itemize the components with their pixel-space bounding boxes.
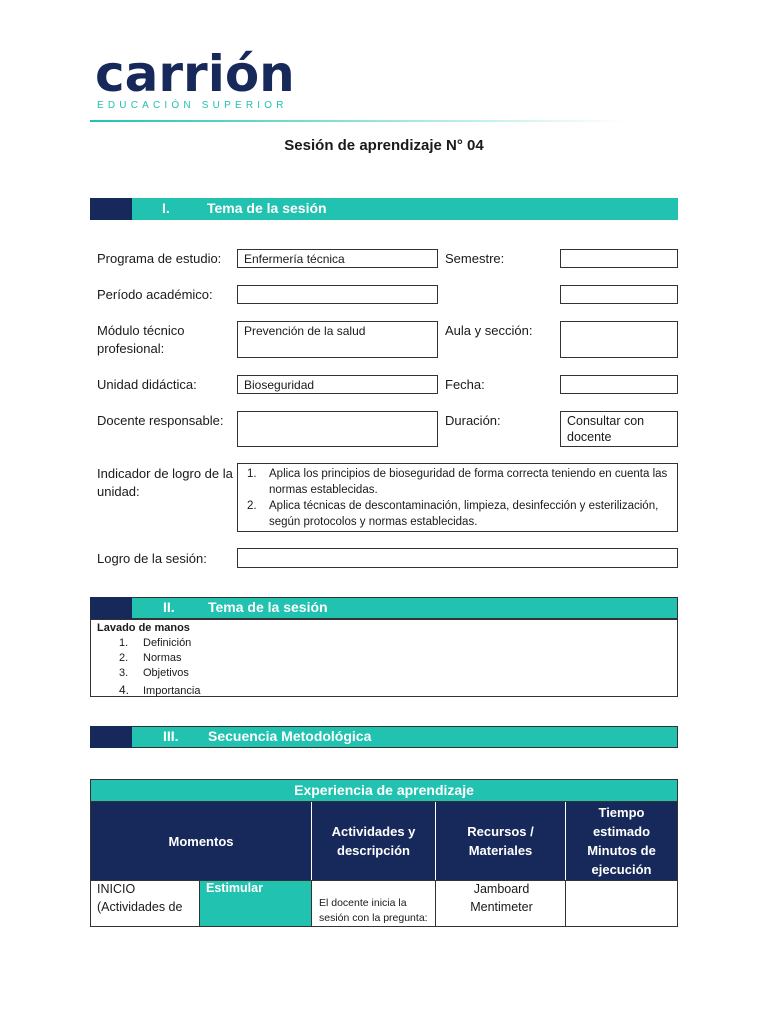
section-3-title: Secuencia Metodológica xyxy=(208,728,372,744)
duracion-value-line-1: Consultar con xyxy=(567,414,645,428)
header-divider xyxy=(90,120,626,122)
duracion-value xyxy=(567,413,644,445)
table-caption xyxy=(90,779,678,802)
periodo-field[interactable] xyxy=(237,285,438,304)
col-header-recursos xyxy=(436,802,566,880)
docente-label: Docente responsable: xyxy=(97,413,224,428)
table-header-row xyxy=(90,802,678,880)
document-title: Sesión de aprendizaje N° 04 xyxy=(284,137,484,154)
section-2-bar xyxy=(90,597,678,619)
col-header-recursos-line-1: Recursos / xyxy=(467,824,534,839)
row-momento-line-1: INICIO xyxy=(97,882,136,896)
row-actividad-line-2: sesión con la pregunta: xyxy=(319,912,428,924)
indicador-list xyxy=(247,466,672,530)
topic-list xyxy=(119,636,200,699)
topic-item-number: 4. xyxy=(119,683,130,697)
row-actividad-cell xyxy=(311,880,436,927)
row-actividad-text xyxy=(319,896,428,926)
indicador-label-line-1: Indicador de logro de la xyxy=(97,466,233,481)
logro-label: Logro de la sesión: xyxy=(97,551,207,566)
section-3-bar xyxy=(90,726,678,748)
unidad-label: Unidad didáctica: xyxy=(97,377,197,392)
col-header-momentos: Momentos xyxy=(91,802,312,880)
row-actividad-line-1: El docente inicia la xyxy=(319,897,407,909)
topic-item-number: 3. xyxy=(119,667,129,679)
row-momento-text xyxy=(97,880,182,916)
extra-field[interactable] xyxy=(560,285,678,304)
table-caption-text: Experiencia de aprendizaje xyxy=(294,782,474,798)
row-tiempo-cell[interactable] xyxy=(565,880,678,927)
modulo-field[interactable] xyxy=(237,321,438,358)
indicador-item-line-2: según protocolos y normas establecidas. xyxy=(269,516,478,528)
unidad-field[interactable] xyxy=(237,375,438,394)
indicador-item-text xyxy=(269,466,672,498)
programa-label: Programa de estudio: xyxy=(97,251,222,266)
topic-item-text: Normas xyxy=(143,652,182,664)
row-recursos-line-2: Mentimeter xyxy=(470,900,533,914)
topic-item xyxy=(119,683,200,699)
col-header-tiempo xyxy=(566,802,677,880)
row-momento-line-2: (Actividades de xyxy=(97,900,183,914)
col-header-tiempo-line-1: Tiempo xyxy=(598,805,645,820)
duracion-field[interactable] xyxy=(560,411,678,447)
col-header-tiempo-line-3: Minutos de xyxy=(587,843,656,858)
table-row xyxy=(90,880,678,927)
indicador-item-line-2: normas establecidas. xyxy=(269,484,378,496)
indicador-item-number: 2. xyxy=(247,500,257,512)
topic-item xyxy=(119,651,200,666)
programa-value: Enfermería técnica xyxy=(244,252,345,266)
indicador-field[interactable] xyxy=(237,463,678,532)
periodo-label: Período académico: xyxy=(97,287,213,302)
row-fase-cell xyxy=(199,880,312,927)
col-header-tiempo-line-4: ejecución xyxy=(591,862,652,877)
section-3-number: III. xyxy=(163,728,179,744)
section-2-bar-accent xyxy=(90,597,132,619)
topic-item xyxy=(119,666,200,681)
col-header-recursos-line-2: Materiales xyxy=(468,843,533,858)
section-3-bar-accent xyxy=(90,726,132,748)
semestre-field[interactable] xyxy=(560,249,678,268)
topic-content-box xyxy=(90,619,678,697)
modulo-label-line-2: profesional: xyxy=(97,341,165,356)
aula-label: Aula y sección: xyxy=(445,323,533,338)
semestre-label: Semestre: xyxy=(445,251,505,266)
col-header-actividades xyxy=(312,802,436,880)
indicador-label xyxy=(97,465,233,501)
aula-field[interactable] xyxy=(560,321,678,358)
section-2-number: II. xyxy=(163,599,175,615)
section-1-number: I. xyxy=(162,200,170,216)
indicador-label-line-2: unidad: xyxy=(97,484,140,499)
indicador-item-number: 1. xyxy=(247,468,257,480)
brand-logo-tagline: EDUCACIÓN SUPERIOR xyxy=(97,100,288,111)
topic-item-number: 2. xyxy=(119,652,129,664)
section-2-title: Tema de la sesión xyxy=(208,599,328,615)
row-recursos-line-1: Jamboard xyxy=(473,882,530,896)
col-header-actividades-line-1: Actividades y xyxy=(331,824,416,839)
indicador-item xyxy=(247,498,672,530)
col-header-tiempo-line-2: estimado xyxy=(592,824,651,839)
fecha-field[interactable] xyxy=(560,375,678,394)
row-recursos-cell xyxy=(435,880,566,927)
unidad-value: Bioseguridad xyxy=(244,378,315,392)
docente-field[interactable] xyxy=(237,411,438,447)
topic-heading: Lavado de manos xyxy=(97,622,190,634)
fecha-label: Fecha: xyxy=(445,377,485,392)
topic-item-text: Objetivos xyxy=(143,667,189,679)
modulo-label xyxy=(97,322,184,358)
indicador-item xyxy=(247,466,672,498)
indicador-item-text xyxy=(269,498,672,530)
indicador-item-line-1: Aplica técnicas de descontaminación, limpieza, desinfección y esterilización, xyxy=(269,500,659,512)
topic-item-number: 1. xyxy=(119,637,129,649)
row-recursos-text xyxy=(436,880,567,916)
indicador-item-line-1: Aplica los principios de bioseguridad de forma correcta teniendo en cuenta las xyxy=(269,468,668,480)
topic-item-text: Importancia xyxy=(143,685,201,697)
topic-item-text: Definición xyxy=(143,637,192,649)
row-fase-text: Estimular xyxy=(206,881,263,895)
duracion-label: Duración: xyxy=(445,413,501,428)
row-momento-cell xyxy=(90,880,200,927)
col-header-actividades-line-2: descripción xyxy=(337,843,410,858)
modulo-label-line-1: Módulo técnico xyxy=(97,323,185,338)
modulo-value: Prevención de la salud xyxy=(244,324,366,338)
duracion-value-line-2: docente xyxy=(567,430,612,444)
logro-field[interactable] xyxy=(237,548,678,568)
topic-item xyxy=(119,636,200,651)
section-1-bar xyxy=(90,198,678,220)
section-1-title: Tema de la sesión xyxy=(207,200,327,216)
section-1-bar-accent xyxy=(90,198,132,220)
programa-field[interactable] xyxy=(237,249,438,268)
brand-logo-wordmark: carrión xyxy=(95,45,295,103)
